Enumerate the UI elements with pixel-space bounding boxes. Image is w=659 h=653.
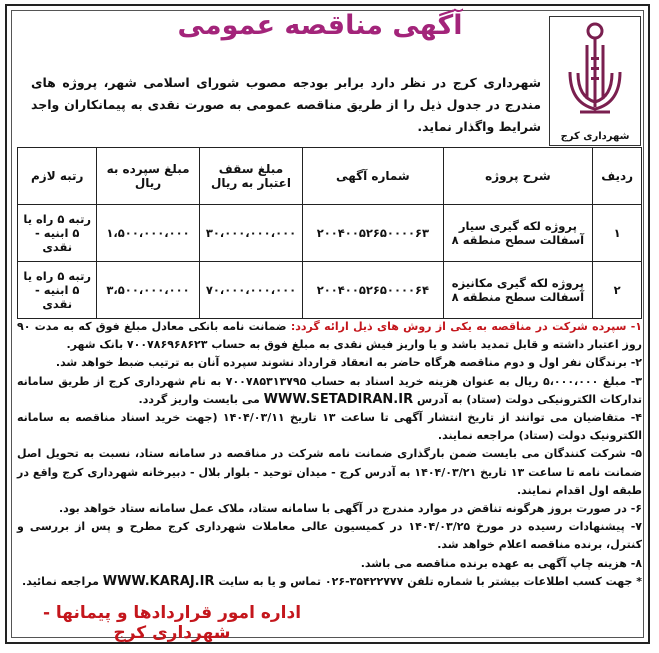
condition-item-4: ۴- متقاضیان می توانند از تاریخ انتشار آگهی تا ساعت ۱۳ تاریخ ۱۴۰۴/۰۳/۱۱ (جهت خرید اسناد مناقصه به سامانه الکترونیک دولت (ستاد) مراجعه نمایند. [17, 411, 643, 443]
condition-item-7: ۷- پیشنهادات رسیده در مورخ ۱۴۰۴/۰۳/۲۵ در کمیسیون عالی معاملات شهرداری کرج مطرح و پس از بررسی و کنترل، برنده مناقصه اعلام خواهد شد. [17, 520, 643, 552]
table-header-row [18, 148, 642, 205]
cell-project-description: پروژه لکه گیری مکانیزه آسفالت سطح منطقه ۸ [443, 262, 593, 319]
condition-1-heading: ۱- سپرده شرکت در مناقصه به یکی از روش های ذیل ارائه گردد: [290, 320, 643, 333]
cell-project-description: پروژه لکه گیری سیار آسفالت سطح منطقه ۸ [443, 205, 593, 262]
conditions-list [17, 318, 642, 591]
intro-paragraph: شهرداری کرج در نظر دارد برابر بودجه مصوب شورای اسلامی شهر، پروژه های مندرج در جدول ذیل را از طریق مناقصه عمومی به صورت نقدی به پیمانکاران واجد شرایط واگذار نماید. [31, 75, 541, 134]
notice-title: آگهی مناقصه عمومی [177, 10, 463, 41]
header-notice-number: شماره آگهی [303, 148, 443, 205]
issuer-signature: اداره امور قراردادها و پیمانها - شهرداری کرج [42, 603, 302, 643]
condition-item-info [17, 573, 642, 591]
cell-notice-number [303, 262, 443, 319]
cell-deposit-amount [97, 262, 199, 319]
condition-1-text: ضمانت نامه بانکی معادل مبلغ فوق که به مدت ۹۰ روز اعتبار داشته و قابل تمدید باشد و یا واریز فیش نقدی به مبلغ فوق به حساب ۷۰۰۷۸۶۹۶۸۶۲۳ بانک شهر. [17, 320, 642, 352]
info-tail: مراجعه نمائید. [22, 574, 99, 588]
header-deposit-amount: مبلغ سپرده به ریال [97, 148, 199, 205]
info-text: * جهت کسب اطلاعات بیشتر با شماره تلفن ۳۵۴۲۲۷۷۷-۰۲۶ تماس و یا به سایت [218, 574, 642, 588]
tender-table [17, 147, 642, 319]
table-row [18, 262, 642, 319]
municipality-logo [549, 16, 641, 146]
condition-item-3 [17, 373, 642, 409]
header-project-description: شرح پروژه [443, 148, 593, 205]
deposit-amount-value: ۱،۵۰۰،۰۰۰،۰۰۰ [106, 226, 190, 240]
karaj-emblem-icon [550, 17, 640, 125]
condition-3-text: ۳- مبلغ ۵،۰۰۰،۰۰۰ ریال به عنوان هزینه خرید اسناد به حساب ۷۰۰۷۸۵۳۱۳۷۹۵ به نام شهرداری کرج از طریق سامانه تدارکات الکترونیکی دولت (ستاد) به آدرس [17, 374, 642, 406]
table-row [18, 205, 642, 262]
karaj-website-link[interactable]: WWW.KARAJ.IR [102, 573, 215, 589]
cell-notice-number [303, 205, 443, 262]
notice-number-value: ۲۰۰۴۰۰۵۲۶۵۰۰۰۰۶۳ [316, 226, 430, 240]
condition-3-tail: می بایست واریز گردد. [138, 392, 260, 406]
budget-cap-value: ۳۰،۰۰۰،۰۰۰،۰۰۰ [205, 226, 297, 240]
condition-item-5: ۵- شرکت کنندگان می بایست ضمن بارگذاری ضمانت نامه شرکت در مناقصه در سامانه ستاد، نسبت به تحویل اصل ضمانت نامه تا ساعت ۱۳ تاریخ ۱۴۰۴/۰۳/۲۱ به آدرس کرج - میدان توحید - بلوار بلال - دبیرخانه شهرداری کرج واقع در طبقه اول اقدام نمایند. [17, 447, 643, 497]
condition-item-2: ۲- برندگان نفر اول و دوم مناقصه هرگاه حاضر به انعقاد قرارداد نشوند سپرده آنان به ترتیب ضبط خواهد شد. [55, 356, 642, 370]
cell-required-rank: رتبه ۵ راه یا ۵ ابنیه - نقدی [18, 205, 97, 262]
notice-number-value: ۲۰۰۴۰۰۵۲۶۵۰۰۰۰۶۴ [316, 283, 430, 297]
cell-row-number: ۱ [593, 205, 642, 262]
logo-caption: شهرداری کرج [560, 131, 630, 142]
header-required-rank: رتبه لازم [18, 148, 97, 205]
cell-budget-cap [199, 205, 303, 262]
cell-required-rank: رتبه ۵ راه یا ۵ ابنیه - نقدی [18, 262, 97, 319]
cell-budget-cap [199, 262, 303, 319]
setadiran-link[interactable]: WWW.SETADIRAN.IR [263, 391, 414, 407]
deposit-amount-value: ۳،۵۰۰،۰۰۰،۰۰۰ [106, 283, 190, 297]
condition-item-8: ۸- هزینه چاپ آگهی به عهده برنده مناقصه می باشد. [360, 556, 642, 570]
condition-item-1 [17, 318, 642, 354]
cell-deposit-amount [97, 205, 199, 262]
condition-item-6: ۶- در صورت بروز هرگونه تناقض در موارد مندرج در آگهی با سامانه ستاد، ملاک عمل سامانه ستاد خواهد بود. [58, 502, 642, 516]
cell-row-number: ۲ [593, 262, 642, 319]
budget-cap-value: ۷۰،۰۰۰،۰۰۰،۰۰۰ [205, 283, 297, 297]
header-row-number: ردیف [593, 148, 642, 205]
header-budget-cap: مبلغ سقف اعتبار به ریال [199, 148, 303, 205]
